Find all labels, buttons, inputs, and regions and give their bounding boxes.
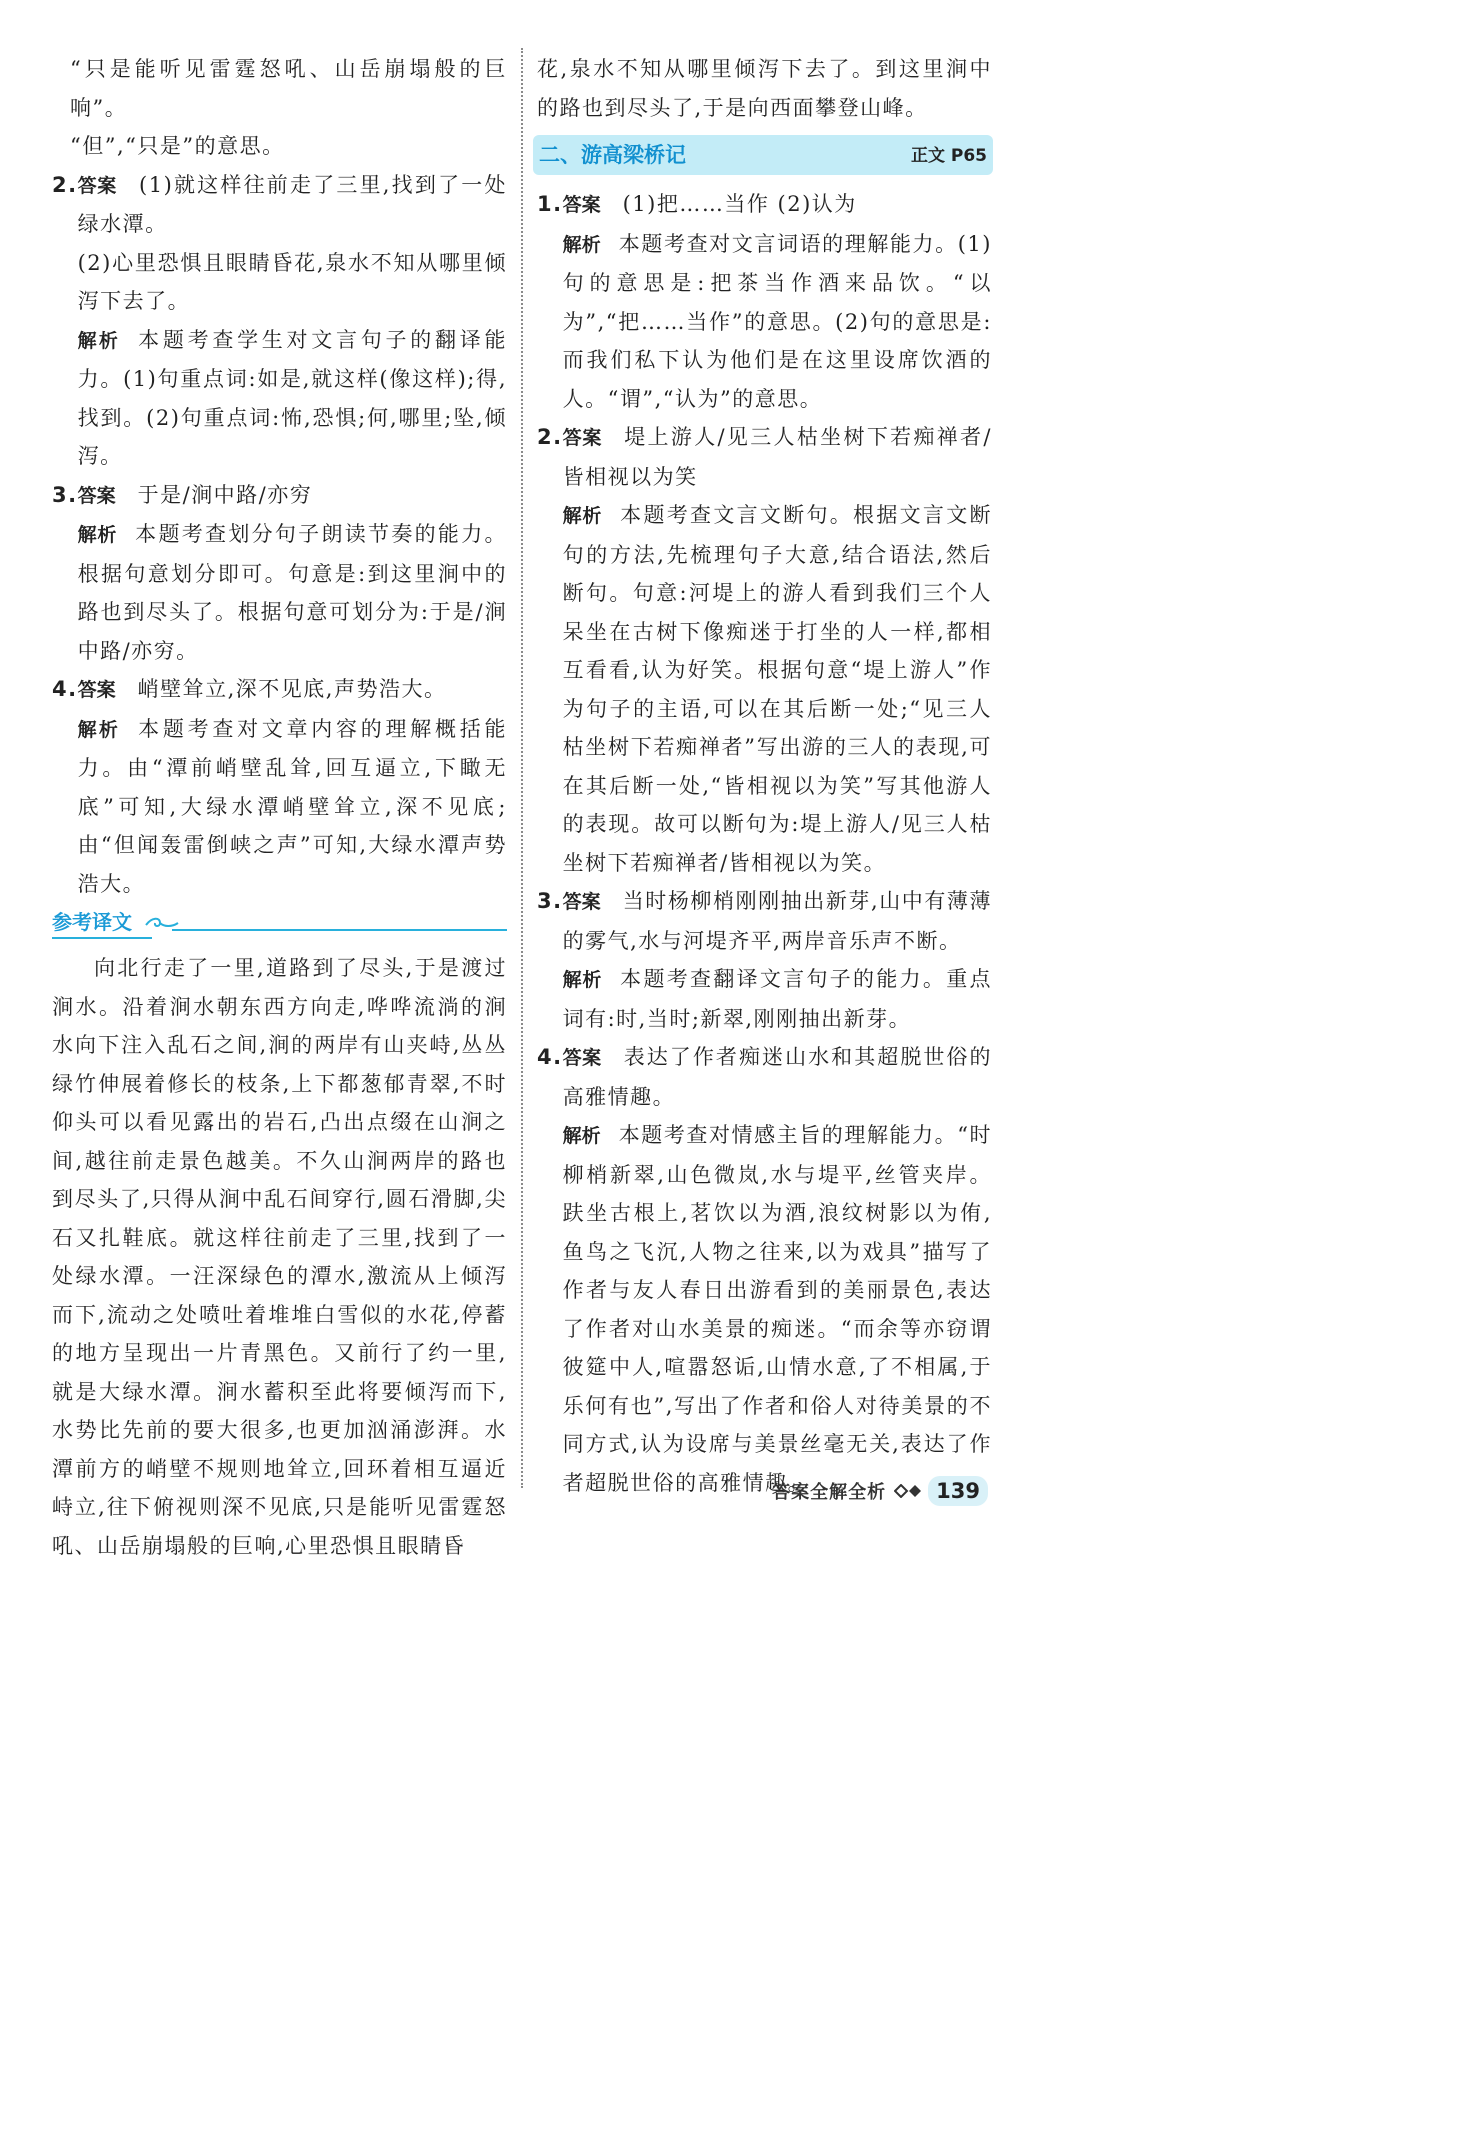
answer-text: 表达了作者痴迷山水和其超脱世俗的高雅情趣。	[562, 1045, 992, 1109]
heading-rule	[172, 929, 507, 931]
right-column	[537, 50, 992, 1502]
question-number: 3.	[52, 482, 78, 507]
question-number: 2.	[52, 172, 78, 197]
analysis-label: 解析	[77, 524, 118, 546]
answer-label: 答案	[77, 174, 118, 197]
column-divider	[521, 48, 523, 1488]
analysis-label: 解析	[77, 329, 121, 352]
answer-label: 答案	[562, 194, 601, 216]
answer-text: 于是/涧中路/亦穷	[137, 482, 313, 507]
analysis-text: 本题考查对情感主旨的理解能力。“时柳梢新翠,山色微岚,水与堤平,丝管夹岸。趺坐古根上,茗饮以为酒,浪纹树影以为侑,鱼鸟之飞沉,人物之往来,以为戏具”描写了作者与友人春日出游看到的美丽景色,表达了作者对山水美景的痴迷。“而余等亦窃谓彼筵中人,喧嚣怒诟,山情水意,了不相属,于乐何有也”,写出了作者和俗人对待美景的不同方式,认为设席与美景丝毫无关,表达了作者超脱世俗的高雅情趣。	[562, 1123, 992, 1495]
question-4	[52, 670, 507, 903]
answer-text: 峭壁耸立,深不见底,声势浩大。	[137, 677, 447, 701]
question-1	[537, 185, 992, 418]
section-title: 二、游高梁桥记	[539, 143, 686, 167]
section-heading	[533, 135, 993, 175]
answer-text: (1)就这样往前走了三里,找到了一处绿水潭。	[77, 172, 507, 236]
question-3	[537, 882, 992, 1038]
question-number: 4.	[52, 677, 78, 701]
analysis-label: 解析	[562, 1125, 601, 1147]
question-2	[537, 418, 992, 882]
question-2	[52, 166, 507, 476]
answer-label: 答案	[562, 891, 601, 913]
page-number: 139	[928, 1476, 988, 1506]
translation-paragraph: 向北行走了一里,道路到了尽头,于是渡过涧水。沿着涧水朝东西方向走,哗哗流淌的涧水向下注入乱石之间,涧的两岸有山夹峙,丛丛绿竹伸展着修长的枝条,上下都葱郁青翠,不时仰头可以看见露出的岩石,凸出点缀在山涧之间,越往前走景色越美。不久山涧两岸的路也到尽头了,只得从涧中乱石间穿行,圆石滑脚,尖石又扎鞋底。就这样往前走了三里,找到了一处绿水潭。一汪深绿色的潭水,激流从上倾泻而下,流动之处喷吐着堆堆白雪似的水花,停蓄的地方呈现出一片青黑色。又前行了约一里,就是大绿水潭。涧水蓄积至此将要倾泻而下,水势比先前的要大很多,也更加汹涌澎湃。水潭前方的峭壁不规则地耸立,回环着相互逼近峙立,往下俯视则深不见底,只是能听见雷霆怒吼、山岳崩塌般的巨响,心里恐惧且眼睛昏	[52, 956, 507, 1558]
analysis-label: 解析	[77, 718, 121, 741]
page-footer	[772, 1476, 988, 1506]
analysis-label: 解析	[562, 233, 601, 256]
answer-text: 当时杨柳梢刚刚抽出新芽,山中有薄薄的雾气,水与河堤齐平,两岸音乐声不断。	[562, 889, 992, 953]
reference-translation-title: 参考译文	[52, 910, 132, 934]
question-number: 4.	[537, 1045, 563, 1069]
analysis-text: 本题考查翻译文言句子的能力。重点词有:时,当时;新翠,刚刚抽出新芽。	[562, 967, 992, 1031]
reference-translation-heading	[52, 907, 507, 943]
question-3	[52, 476, 507, 671]
analysis-text: 本题考查对文章内容的理解概括能力。由“潭前峭壁乱耸,回互逼立,下瞰无底”可知,大绿水潭峭壁耸立,深不见底;由“但闻轰雷倒峡之声”可知,大绿水潭声势浩大。	[77, 716, 507, 896]
analysis-text: 本题考查学生对文言句子的翻译能力。(1)句重点词:如是,就这样(像这样);得,找到。(2)句重点词:怖,恐惧;何,哪里;坠,倾泻。	[77, 327, 507, 468]
analysis-text: 本题考查文言文断句。根据文言文断句的方法,先梳理句子大意,结合语法,然后断句。句意:河堤上的游人看到我们三个人呆坐在古树下像痴迷于打坐的人一样,都相互看看,认为好笑。根据句意“堤上游人”作为句子的主语,可以在其后断一处;“见三人枯坐树下若痴禅者”写出游的三人的表现,可在其后断一处,“皆相视以为笑”写其他游人的表现。故可以断句为:堤上游人/见三人枯坐树下若痴禅者/皆相视以为笑。	[562, 503, 992, 875]
continued-text: “只是能听见雷霆怒吼、山岳崩塌般的巨响”。	[70, 57, 507, 120]
question-4	[537, 1038, 992, 1502]
answer-text: 堤上游人/见三人枯坐树下若痴禅者/皆相视以为笑	[562, 425, 992, 489]
answer-text: (1)把……当作 (2)认为	[622, 192, 857, 216]
question-number: 2.	[537, 425, 563, 449]
heading-underline	[52, 937, 152, 939]
analysis-label: 解析	[562, 505, 603, 527]
analysis-text: 本题考查对文言词语的理解能力。(1)句的意思是:把茶当作酒来品饮。“以为”,“把……当作”的意思。(2)句的意思是:而我们私下认为他们是在这里设席饮酒的人。“谓”,“认为”的意思。	[562, 231, 992, 411]
analysis-label: 解析	[562, 969, 603, 991]
question-number: 1.	[537, 192, 563, 216]
analysis-text: 本题考查划分句子朗读节奏的能力。根据句意划分即可。句意是:到这里涧中的路也到尽头了。根据句意可划分为:于是/涧中路/亦穷。	[77, 522, 507, 663]
question-number: 3.	[537, 889, 563, 913]
answer-label: 答案	[562, 1047, 602, 1069]
heading-swirl-icon	[144, 915, 180, 929]
answer-label: 答案	[77, 679, 116, 701]
answer-label: 答案	[562, 427, 603, 449]
continued-text: “但”,“只是”的意思。	[70, 134, 285, 158]
left-column	[52, 50, 507, 1565]
continued-translation: 花,泉水不知从哪里倾泻下去了。到这里涧中的路也到尽头了,于是向西面攀登山峰。	[537, 57, 992, 120]
answer-text: (2)心里恐惧且眼睛昏花,泉水不知从哪里倾泻下去了。	[77, 250, 507, 313]
answer-label: 答案	[77, 484, 116, 507]
diamonds-icon	[894, 1484, 924, 1498]
section-page-reference: 正文 P65	[910, 146, 987, 166]
footer-title: 答案全解全析	[772, 1482, 887, 1503]
